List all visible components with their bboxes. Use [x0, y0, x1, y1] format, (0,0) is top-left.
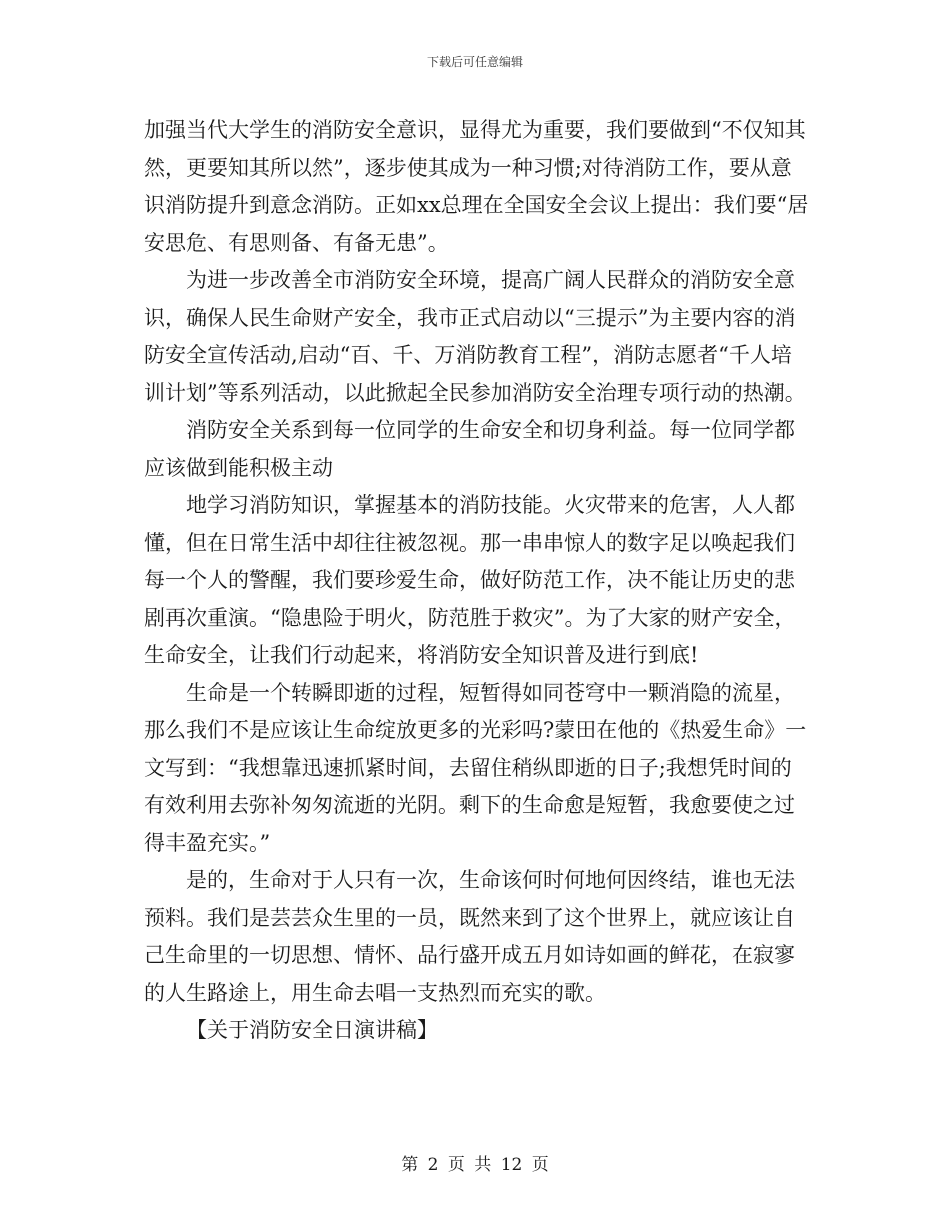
paragraph-6: 是的，生命对于人只有一次，生命该何时何地何因终结，谁也无法预料。我们是芸芸众生里的一员，既然来到了这个世界上，就应该让自己生命里的一切思想、情怀、品行盛开成五月如诗如画的鲜花，在寂寥的人生路途上，用生命去唱一支热烈而充实的歌。: [144, 868, 795, 1005]
section-title: 【关于消防安全日演讲稿】: [186, 1018, 438, 1042]
paragraph-1: 加强当代大学生的消防安全意识，显得尤为重要，我们要做到“不仅知其然，更要知其所以然”，逐步使其成为一种习惯;对待消防工作，要从意识消防提升到意念消防。正如xx总理在全国安全会议上提出：我们要“居安思危、有思则备、有备无患”。: [144, 118, 809, 255]
paragraph-2: 为进一步改善全市消防安全环境，提高广阔人民群众的消防安全意识，确保人民生命财产安全，我市正式启动以“三提示”为主要内容的消防安全宣传活动,启动“百、千、万消防教育工程”，消防志愿者“千人培训计划”等系列活动，以此掀起全民参加消防安全治理专项行动的热潮。: [144, 268, 806, 405]
paragraph-3: 消防安全关系到每一位同学的生命安全和切身利益。每一位同学都应该做到能积极主动: [144, 418, 795, 480]
document-body: [144, 112, 809, 1050]
page-header: 下载后可任意编辑: [426, 55, 523, 69]
paragraph-5: 生命是一个转瞬即逝的过程，短暂得如同苍穹中一颗消隐的流星，那么我们不是应该让生命绽放更多的光彩吗?蒙田在他的《热爱生命》一文写到：“我想靠迅速抓紧时间，去留住稍纵即逝的日子;我想凭时间的有效利用去弥补匆匆流逝的光阴。剩下的生命愈是短暂，我愈要使之过得丰盈充实。”: [144, 680, 807, 855]
page-number: 第 2 页 共 12 页: [401, 1155, 549, 1175]
paragraph-4: 地学习消防知识，掌握基本的消防技能。火灾带来的危害，人人都懂，但在日常生活中却往往被忽视。那一串串惊人的数字足以唤起我们每一个人的警醒，我们要珍爱生命，做好防范工作，决不能让历史的悲剧再次重演。“隐患险于明火，防范胜于救灾”。为了大家的财产安全，生命安全，让我们行动起来，将消防安全知识普及进行到底!: [144, 493, 796, 667]
